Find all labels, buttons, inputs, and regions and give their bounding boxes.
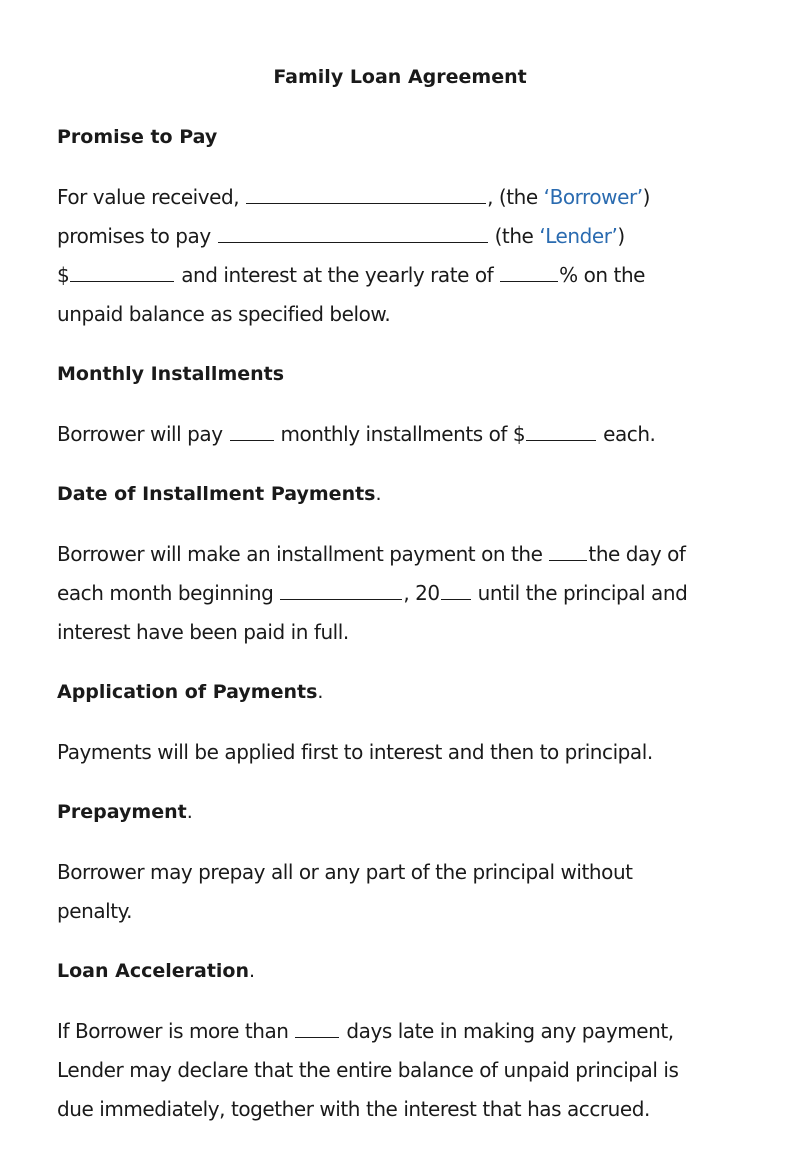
date-text: , 20	[403, 581, 440, 605]
acceleration-text: days late in making any payment,	[346, 1019, 674, 1043]
promise-line-3	[57, 261, 645, 289]
date-line-1	[57, 540, 686, 568]
prepayment-heading-text: Prepayment	[57, 801, 187, 823]
date-line-2	[57, 579, 687, 607]
promise-text: and interest at the yearly rate of	[181, 263, 494, 287]
start-year-blank[interactable]	[441, 579, 471, 600]
monthly-text: monthly installments of $	[280, 422, 526, 446]
heading-period: .	[186, 801, 193, 823]
section-heading-acceleration	[57, 958, 255, 984]
days-late-blank[interactable]	[295, 1017, 339, 1038]
date-text: each month beginning	[57, 581, 274, 605]
heading-period: .	[249, 960, 256, 982]
installment-amount-blank[interactable]	[526, 420, 596, 441]
promise-text: )	[642, 185, 650, 209]
installment-count-blank[interactable]	[230, 420, 274, 441]
date-text: the day of	[588, 542, 686, 566]
borrower-name-blank[interactable]	[246, 183, 486, 204]
promise-line-4: unpaid balance as specified below.	[57, 302, 391, 326]
heading-period: .	[317, 681, 324, 703]
acceleration-heading-text: Loan Acceleration	[57, 960, 250, 982]
section-heading-prepayment	[57, 799, 193, 825]
start-date-blank[interactable]	[280, 579, 402, 600]
date-heading-text: Date of Installment Payments	[57, 483, 376, 505]
acceleration-text: If Borrower is more than	[57, 1019, 289, 1043]
date-text: Borrower will make an installment payment on the	[57, 542, 543, 566]
application-heading-text: Application of Payments	[57, 681, 318, 703]
prepayment-line-1: Borrower may prepay all or any part of the principal without	[57, 860, 633, 884]
acceleration-line-1	[57, 1017, 674, 1045]
date-text: until the principal and	[477, 581, 688, 605]
prepayment-line-2: penalty.	[57, 899, 133, 923]
monthly-text: each.	[603, 422, 656, 446]
section-heading-date	[57, 481, 382, 507]
promise-text: $	[57, 263, 70, 287]
promise-text: (the	[494, 224, 540, 248]
section-heading-promise: Promise to Pay	[57, 126, 218, 148]
heading-period: .	[375, 483, 382, 505]
application-line-1: Payments will be applied first to interest and then to principal.	[57, 740, 653, 764]
lender-name-blank[interactable]	[218, 222, 488, 243]
promise-line-1	[57, 183, 650, 211]
monthly-text: Borrower will pay	[57, 422, 223, 446]
interest-rate-blank[interactable]	[500, 261, 558, 282]
lender-role-label: ‘Lender’	[539, 224, 618, 248]
acceleration-line-2: Lender may declare that the entire balance of unpaid principal is	[57, 1058, 679, 1082]
promise-line-2	[57, 222, 625, 250]
promise-text: % on the	[559, 263, 646, 287]
date-line-3: interest have been paid in full.	[57, 620, 349, 644]
section-heading-monthly: Monthly Installments	[57, 363, 285, 385]
promise-text: , (the	[487, 185, 544, 209]
section-heading-application	[57, 679, 323, 705]
payment-day-blank[interactable]	[549, 540, 587, 561]
promise-text: )	[617, 224, 625, 248]
monthly-line-1	[57, 420, 655, 448]
document-title: Family Loan Agreement	[273, 66, 527, 88]
promise-text: promises to pay	[57, 224, 211, 248]
borrower-role-label: ‘Borrower’	[543, 185, 643, 209]
acceleration-line-3: due immediately, together with the interest that has accrued.	[57, 1097, 650, 1121]
loan-amount-blank[interactable]	[70, 261, 174, 282]
promise-text: For value received,	[57, 185, 240, 209]
